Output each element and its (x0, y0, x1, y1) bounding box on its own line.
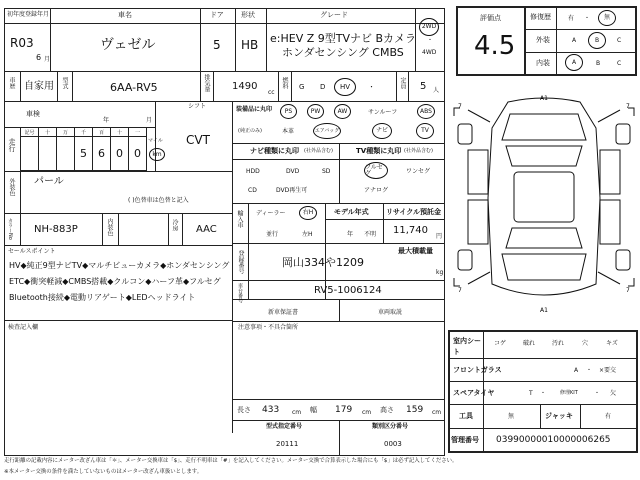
navi-sd: SD (322, 168, 331, 175)
mileage-digit-cell: 0 (128, 136, 147, 171)
car-rear-window (506, 228, 582, 248)
car-wheel-fl (458, 124, 472, 144)
diagram-label-a1-bottom: A1 (540, 307, 548, 314)
caution-label: 注意事項・不具合箇所 (238, 324, 299, 331)
sales-line-3: Bluetooth接続◆電動リアゲート◆LEDヘッドライト (9, 293, 196, 302)
score-value: 4.5 (474, 31, 516, 61)
seat-stain: 汚れ (552, 340, 565, 347)
plate-label: 登録番号 (237, 250, 244, 274)
capacity-label: 定員 (399, 77, 406, 89)
import-dealer: ディーラー (256, 210, 286, 217)
reg-year-label: 初年度登録年月 (7, 11, 50, 18)
recycle: 11,740 (393, 225, 428, 236)
exterior-a: A (572, 37, 577, 44)
fuel-d: D (320, 83, 326, 91)
seat-burn: コゲ (494, 340, 507, 347)
seat-label: 室内シート (453, 337, 481, 356)
fuel-dot: ・ (368, 83, 375, 91)
handle-left: 左H (302, 231, 313, 238)
drive-dot: ・ (427, 37, 434, 44)
reg-month: 6 (36, 53, 42, 62)
interior-color-label: 内装色 (106, 218, 113, 236)
spare-label: スペアタイヤ (453, 389, 495, 397)
fuel-g: G (299, 83, 305, 91)
diagram-label-7-br: 7 (626, 287, 630, 294)
max-load-unit: kg (436, 269, 444, 276)
mileage-unit-header: 千 (74, 127, 93, 137)
equipment-label: 装備品に丸印 (236, 106, 273, 113)
car-roof (514, 172, 574, 222)
repair-no-circle: 無 (598, 10, 616, 26)
manual-label: 車両取説 (378, 309, 403, 316)
tv-sub: (社外品含む) (404, 148, 433, 154)
diagram-label-7-tl: 7 (458, 103, 462, 110)
spare-kit: 修理KIT (560, 390, 578, 396)
equip-pw-circle: PW (307, 104, 324, 119)
handle-right-circle: 右H (299, 206, 317, 220)
color-no: NH-883P (34, 224, 78, 235)
model: 6AA-RV5 (110, 81, 158, 94)
tv-oneseg: ワンセグ (406, 168, 431, 175)
grade-line-1: e:HEV Z 9型TVナビ Bカメラ (270, 32, 417, 45)
seat-hole: 穴 (582, 340, 589, 347)
car-condition-diagram (450, 88, 638, 320)
chassis: RV5-1006124 (314, 285, 382, 296)
drive-2wd-circle: 2WD (419, 18, 439, 36)
repair-dot: ・ (584, 15, 591, 22)
inspection-year-unit: 年 (103, 117, 110, 124)
equipment-sub: (純正のみ) (238, 128, 262, 134)
class-no: 0003 (384, 440, 402, 448)
cc-unit: cc (268, 89, 275, 96)
glass-dot: ・ (586, 367, 593, 374)
mileage-digit-cell: 0 (110, 136, 129, 171)
mileage-unit-header: 万 (56, 127, 75, 137)
sales-line-2: ETC◆衝突軽減◆CMBS搭載◆クルコン◆ハーフ革◆フルセグ (9, 277, 221, 286)
exterior-color-label: 外装色 (8, 178, 15, 196)
footer-note-1: 走行距離の記載内容にメーター改ざん車は「＊」、メーター交換車は「$」、走行不明車は「#」を記入してください。メーター交換で合算表示した場合にも「$」は必ず記入してください。 (4, 458, 458, 464)
navi-dvd-play: DVD再生可 (276, 187, 308, 194)
tv-analog: アナログ (364, 187, 389, 194)
height-label: 高さ (380, 406, 394, 414)
manage-label: 管理番号 (451, 436, 479, 444)
spare-dot-2: ・ (594, 390, 601, 397)
car-name: ヴェゼル (100, 37, 156, 53)
seat-tear: 破れ (523, 340, 536, 347)
exterior-label: 外装 (536, 36, 550, 44)
color-no-label: カラーNo (7, 218, 13, 240)
usage: 自家用 (24, 81, 54, 92)
mileage-unit-header: 百 (92, 127, 111, 137)
diagram-label-7-tr: 7 (626, 103, 630, 110)
capacity-unit: 人 (433, 87, 440, 94)
jack-value: 有 (605, 413, 612, 420)
exterior-b-circle: B (588, 32, 606, 49)
spare-missing: 欠 (610, 390, 617, 397)
repair-label: 修復歴 (530, 13, 551, 21)
car-trunk (502, 254, 586, 280)
reg-year: R03 (10, 36, 34, 50)
drive-4wd: 4WD (422, 49, 437, 56)
length-label: 長さ (237, 406, 251, 414)
tv-header: TV種類に丸印 (356, 147, 402, 155)
mileage-digit-cell (56, 136, 75, 171)
equip-tv-circle: TV (416, 123, 434, 139)
tv-fullseg-circle: フルセグ (364, 162, 388, 179)
equip-abs-circle: ABS (417, 104, 435, 119)
type-no-label: 型式指定番号 (266, 423, 303, 430)
equip-airbag-circle: エアバッグ (313, 123, 341, 139)
car-hood (502, 114, 586, 140)
type-no: 20111 (276, 440, 299, 448)
ac: AAC (196, 224, 217, 235)
tools-value: 無 (508, 413, 515, 420)
seat-scratch: キズ (606, 340, 618, 347)
equip-ps-circle: PS (280, 104, 297, 119)
exterior-c: C (617, 37, 622, 44)
mileage-unit-header: 記号 (20, 127, 39, 137)
mileage-unit-header: 十 (38, 127, 57, 137)
sales-points-label: セールスポイント (8, 248, 56, 255)
car-left-rear-door (468, 200, 488, 244)
mileage-digit-cell (38, 136, 57, 171)
equip-leather: 本革 (282, 128, 295, 135)
width-unit: cm (362, 409, 372, 416)
car-wheel-rl (458, 250, 472, 270)
height-unit: cm (432, 409, 442, 416)
new-car-warranty-label: 新車保証書 (268, 309, 299, 316)
interior-label: 内装 (536, 59, 550, 67)
name-label: 車名 (118, 11, 132, 19)
navi-dvd: DVD (286, 168, 300, 175)
jack-label: ジャッキ (545, 412, 573, 420)
km-circle: km (149, 148, 165, 161)
doors-label: ドア (210, 11, 224, 19)
recycle-label: リサイクル預託金 (386, 208, 442, 216)
inspector-label: 検査記入欄 (8, 324, 39, 331)
equip-navi-circle: ナビ (372, 123, 392, 139)
width: 179 (335, 405, 353, 415)
length: 433 (262, 405, 280, 415)
spare-dot-1: ・ (540, 390, 547, 397)
doors: 5 (213, 38, 221, 52)
mileage-unit-header: 一 (128, 127, 147, 137)
chassis-label: 車台番号 (237, 283, 243, 303)
mileage-digit-cell (20, 136, 39, 171)
navi-header: ナビ種類に丸印 (250, 147, 299, 155)
interior-a-circle: A (565, 54, 583, 71)
shape: HB (241, 38, 259, 52)
fuel-label: 燃料 (281, 77, 288, 89)
car-left-front-door (468, 150, 488, 194)
shape-label: 形状 (241, 11, 255, 19)
import-parallel: 並行 (266, 231, 279, 238)
car-right-front-door (600, 150, 620, 194)
width-label: 幅 (310, 406, 317, 414)
equip-sunroof: サンルーフ (368, 109, 398, 116)
ac-label: 冷房 (171, 219, 178, 231)
interior-c: C (617, 60, 622, 67)
grade-label: グレード (320, 11, 348, 19)
navi-sub: (社外品含む) (304, 148, 333, 154)
mileage-digit-cell: 5 (74, 136, 93, 171)
model-year-label: モデル年式 (334, 208, 369, 216)
model-label: 型式 (61, 77, 68, 89)
fuel-hv-circle: HV (334, 78, 356, 96)
color-change-note: ( )色替車は色替と記入 (128, 197, 189, 204)
manage-no: 03990000010000006265 (496, 435, 611, 445)
navi-cd: CD (248, 187, 257, 194)
recycle-unit: 円 (436, 233, 443, 240)
grade-line-2: ホンダセンシング CMBS (282, 46, 404, 59)
interior-b: B (596, 60, 601, 67)
class-no-label: 類別区分番号 (372, 423, 409, 430)
capacity: 5 (420, 81, 427, 92)
spare-t: T (529, 390, 533, 397)
inspection-label: 車検 (26, 110, 40, 118)
diagram-label-a1-top: A1 (540, 95, 548, 102)
shift-label: シフト (188, 103, 207, 110)
mile-label: マイル (148, 138, 163, 144)
model-year-unit: 年 (347, 231, 354, 238)
repair-yes: 有 (568, 15, 575, 22)
car-wheel-fr (616, 124, 630, 144)
displacement-label: 排気量 (203, 74, 210, 92)
displacement: 1490 (232, 81, 258, 92)
navi-hdd: HDD (246, 168, 260, 175)
glass-a: A (574, 367, 579, 374)
usage-label: 車歴 (8, 77, 15, 89)
max-load-label: 最大積載量 (398, 247, 433, 255)
score-label: 評価点 (480, 14, 501, 22)
mileage-unit-header: 十 (110, 127, 129, 137)
model-year-value: 不明 (364, 231, 377, 238)
height: 159 (406, 405, 424, 415)
glass-label: フロントガラス (453, 366, 502, 374)
sales-line-1: HV◆純正9型ナビTV◆マルチビューカメラ◆ホンダセンシング (9, 261, 230, 270)
diagram-label-7-bl: 7 (458, 287, 462, 294)
car-windshield (506, 146, 582, 166)
mileage-label: 走行 (8, 138, 16, 152)
reg-month-unit: 月 (44, 56, 51, 63)
shift: CVT (186, 133, 210, 147)
length-unit: cm (292, 409, 302, 416)
import-label: 輸入車 (236, 210, 243, 228)
exterior-color: パール (34, 176, 64, 187)
car-wheel-rr (616, 250, 630, 270)
footer-note-2: ※本メーター交換の条件を満たしていないものはメーター改ざん車扱いとします。 (4, 469, 203, 475)
car-right-rear-door (600, 200, 620, 244)
tools-label: 工具 (459, 412, 473, 420)
equip-aw-circle: AW (334, 104, 351, 119)
glass-replace: ×要交 (599, 367, 617, 374)
mileage-digit-cell: 6 (92, 136, 111, 171)
inspection-month-unit: 月 (146, 117, 153, 124)
plate: 岡山334や1209 (282, 256, 364, 269)
